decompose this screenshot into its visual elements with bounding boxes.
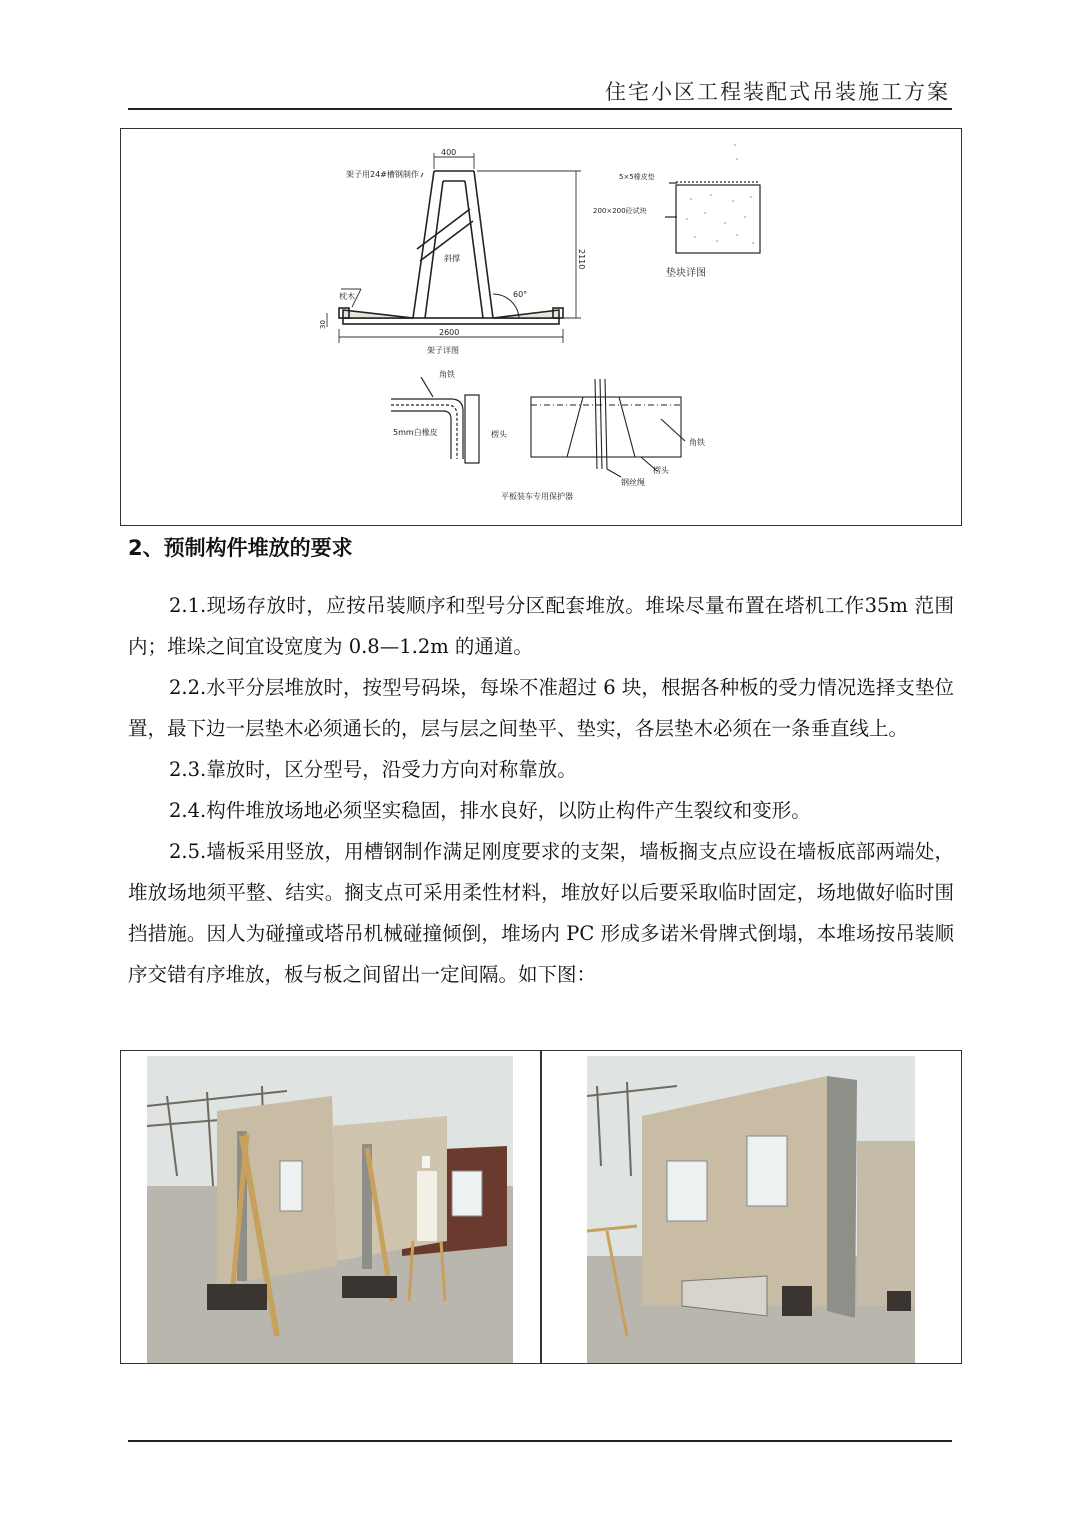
angle-iron-label: 角铁 xyxy=(439,370,455,379)
side-dimension: 30 xyxy=(319,320,327,329)
header-title: 住宅小区工程装配式吊装施工方案 xyxy=(605,80,950,104)
angle-label: 60° xyxy=(513,290,528,299)
rack-material-label: 架子用24#槽钢制作 xyxy=(346,170,419,179)
rubber-pad-label: 5×5橡皮垫 xyxy=(619,173,655,181)
paragraph-2-2: 2.2.水平分层堆放时，按型号码垛，每垛不准超过 6 块，根据各种板的受力情况选择支垫位置，最下边一层垫木必须通长的，层与层之间垫平、垫实，各层垫木必须在一条垂直线上。 xyxy=(128,676,954,740)
brace-label: 斜撑 xyxy=(444,254,460,263)
photo-table xyxy=(120,1050,962,1364)
paragraph-2-1: 2.1.现场存放时，应按吊装顺序和型号分区配套堆放。堆垛尽量布置在塔机工作35m 范围内；堆垛之间宜设宽度为 0.8—1.2m 的通道。 xyxy=(128,594,954,658)
rack-top-dimension: 400 xyxy=(441,148,457,157)
rack-height-dimension: 2110 xyxy=(577,249,586,270)
concrete-speckle xyxy=(686,144,754,244)
rack-detail-drawing xyxy=(121,129,961,525)
angle-iron-label-2: 角铁 xyxy=(689,438,705,447)
rubber-label: 5mm白橡皮 xyxy=(393,428,438,437)
paragraph-2-4: 2.4.构件堆放场地必须坚实稳固，排水良好，以防止构件产生裂纹和变形。 xyxy=(169,799,811,822)
concrete-block-label: 200×200砼试块 xyxy=(593,207,647,215)
wood-block-label-2: 楞头 xyxy=(653,466,669,475)
photo-wall-panels-left xyxy=(147,1056,513,1363)
paragraph-2-5: 2.5.墙板采用竖放，用槽钢制作满足刚度要求的支架，墙板搁支点应设在墙板底部两端处，堆放场地须平整、结实。搁支点可采用柔性材料，堆放好以后要采取临时固定，场地做好临时围挡措施。因人为碰撞或塔吊机械碰撞倾倒，堆场内 PC 形成多诺米骨牌式倒塌，本堆场按吊装顺序交错有序堆放，板与板之间留出一定间隔。如下图： xyxy=(128,840,954,986)
wood-block-label: 楞头 xyxy=(491,430,507,439)
steel-rope-label: 钢丝绳 xyxy=(621,478,645,487)
photo-divider xyxy=(540,1051,542,1363)
rack-detail-figure xyxy=(120,128,962,526)
pad-caption: 垫块详图 xyxy=(666,268,706,279)
rack-caption: 架子详图 xyxy=(427,346,459,355)
body-text xyxy=(128,585,954,995)
footer-line xyxy=(128,1440,952,1442)
photo-wall-panels-right xyxy=(587,1056,915,1363)
base-dimension: 2600 xyxy=(439,328,460,337)
section-heading: 2、预制构件堆放的要求 xyxy=(128,536,353,560)
paragraph-2-3: 2.3.靠放时，区分型号，沿受力方向对称靠放。 xyxy=(169,758,577,781)
page-header xyxy=(128,74,952,110)
pillow-label: 枕木 xyxy=(339,292,355,301)
protector-caption: 平板装车专用保护器 xyxy=(501,492,573,501)
